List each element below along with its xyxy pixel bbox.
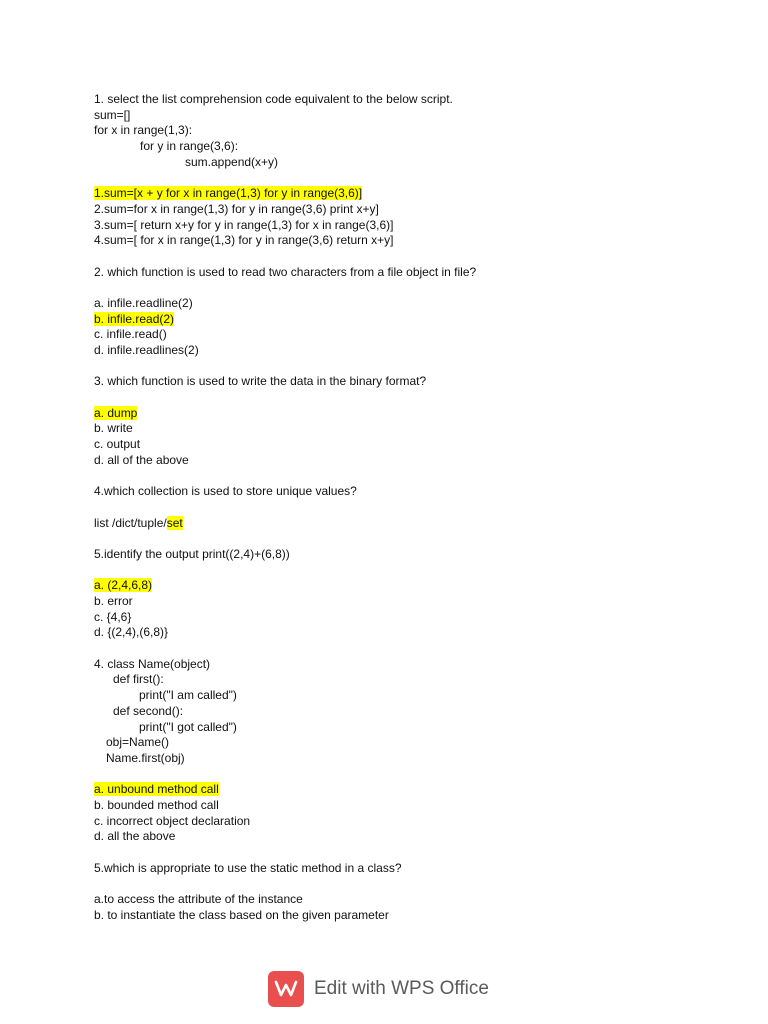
q4-answer-line bbox=[94, 516, 714, 532]
q6-code-line-5: print("I got called") bbox=[139, 719, 237, 734]
q6-code-line-2: def first(): bbox=[113, 672, 164, 687]
q1-option-1-highlighted-answer: 1.sum=[x + y for x in range(1,3) for y in range(3,6)] bbox=[94, 186, 363, 201]
question-1-text: 1. select the list comprehension code equivalent to the below script. bbox=[94, 92, 453, 106]
q5-option-c: c. {4,6} bbox=[94, 609, 132, 624]
q6-option-d: d. all the above bbox=[94, 829, 176, 844]
q2-option-c: c. infile.read() bbox=[94, 327, 167, 342]
q2-option-a: a. infile.readline(2) bbox=[94, 295, 193, 310]
q2-option-d: d. infile.readlines(2) bbox=[94, 343, 199, 357]
document-page bbox=[94, 92, 714, 923]
wps-badge-label: Edit with WPS Office bbox=[314, 978, 489, 999]
q1-option-2: 2.sum=for x in range(1,3) for y in range(3,6) print x+y] bbox=[94, 201, 379, 216]
question-5-text: 5.identify the output print((2,4)+(6,8)) bbox=[94, 546, 290, 561]
q3-option-c: c. output bbox=[94, 437, 141, 452]
q6-code-line-3: print("I am called") bbox=[139, 688, 237, 703]
q6-code-line-4: def second(): bbox=[113, 703, 184, 718]
q1-code-line-3: for y in range(3,6): bbox=[140, 139, 239, 154]
q1-code-line-2: for x in range(1,3): bbox=[94, 123, 193, 138]
q3-option-b: b. write bbox=[94, 421, 133, 436]
question-3-text: 3. which function is used to write the data in the binary format? bbox=[94, 374, 427, 389]
q6-option-b: b. bounded method call bbox=[94, 797, 219, 812]
wps-logo-icon bbox=[268, 971, 304, 1007]
q7-option-a: a.to access the attribute of the instance bbox=[94, 892, 303, 907]
q6-code-line-1: 4. class Name(object) bbox=[94, 656, 211, 671]
q4-answer-prefix: list /dict/tuple/ bbox=[94, 515, 167, 530]
q6-option-a-highlighted-answer: a. unbound method call bbox=[94, 782, 219, 797]
q1-option-4: 4.sum=[ for x in range(1,3) for y in range(3,6) return x+y] bbox=[94, 233, 394, 248]
q4-answer-highlighted: set bbox=[166, 515, 183, 530]
q3-option-d: d. all of the above bbox=[94, 452, 189, 467]
question-7-text: 5.which is appropriate to use the static method in a class? bbox=[94, 860, 402, 875]
q2-option-b-highlighted-answer: b. infile.read(2) bbox=[94, 311, 175, 326]
q1-code-line-1: sum=[] bbox=[94, 107, 131, 122]
q6-code-line-7: Name.first(obj) bbox=[106, 750, 185, 765]
q5-option-a-highlighted-answer: a. (2,4,6,8) bbox=[94, 578, 153, 593]
q7-option-b: b. to instantiate the class based on the given parameter bbox=[94, 907, 389, 922]
edit-with-wps-office-button[interactable] bbox=[268, 970, 489, 1008]
q5-option-d: d. {(2,4),(6,8)} bbox=[94, 625, 169, 640]
question-4-text: 4.which collection is used to store unique values? bbox=[94, 484, 357, 499]
q5-option-b: b. error bbox=[94, 594, 133, 608]
q3-option-a-highlighted-answer: a. dump bbox=[94, 405, 138, 420]
q1-option-3: 3.sum=[ return x+y for y in range(1,3) for x in range(3,6)] bbox=[94, 217, 394, 232]
q1-code-line-4: sum.append(x+y) bbox=[185, 154, 279, 169]
q6-option-c: c. incorrect object declaration bbox=[94, 813, 251, 828]
question-2-text: 2. which function is used to read two characters from a file object in file? bbox=[94, 264, 477, 279]
q6-code-line-6: obj=Name() bbox=[106, 735, 170, 750]
